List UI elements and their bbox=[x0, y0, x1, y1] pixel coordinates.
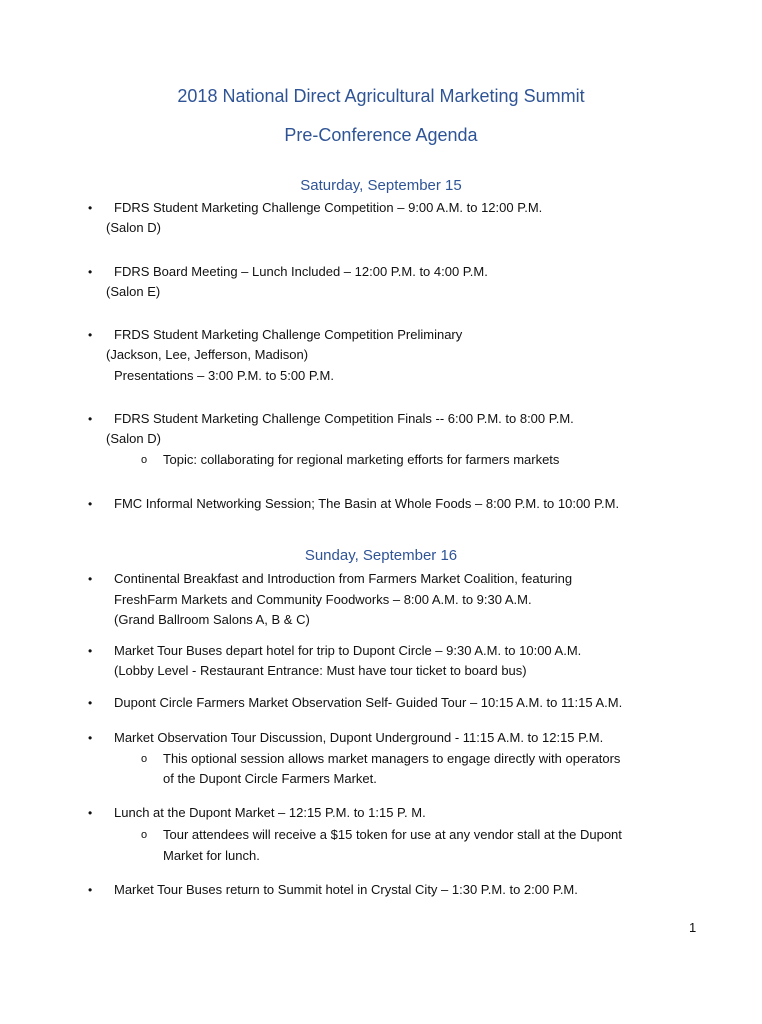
agenda-item-location: (Jackson, Lee, Jefferson, Madison) bbox=[106, 347, 309, 362]
agenda-item-location: (Salon D) bbox=[106, 220, 161, 235]
subbullet-icon: o bbox=[141, 454, 148, 466]
agenda-item-text-continued: Presentations – 3:00 P.M. to 5:00 P.M. bbox=[114, 368, 334, 383]
document-title: 2018 National Direct Agricultural Marketing Summit bbox=[177, 86, 585, 106]
bullet-icon: • bbox=[88, 497, 93, 511]
agenda-subitem-text-continued: of the Dupont Circle Farmers Market. bbox=[163, 771, 377, 786]
agenda-item-text: FRDS Student Marketing Challenge Competition Preliminary bbox=[114, 327, 463, 342]
bullet-icon: • bbox=[88, 328, 93, 342]
agenda-item-location: (Lobby Level - Restaurant Entrance: Must have tour ticket to board bus) bbox=[114, 663, 527, 678]
bullet-icon: • bbox=[88, 731, 93, 745]
agenda-item-text: Market Tour Buses return to Summit hotel in Crystal City – 1:30 P.M. to 2:00 P.M. bbox=[114, 882, 578, 897]
agenda-item-text: Continental Breakfast and Introduction from Farmers Market Coalition, featuring bbox=[114, 571, 573, 586]
agenda-item-text: Market Observation Tour Discussion, Dupont Underground - 11:15 A.M. to 12:15 P.M. bbox=[114, 730, 604, 745]
agenda-item-location: (Salon E) bbox=[106, 284, 161, 299]
agenda-subitem-text: Topic: collaborating for regional marketing efforts for farmers markets bbox=[163, 452, 560, 467]
agenda-item-text: Dupont Circle Farmers Market Observation Self- Guided Tour – 10:15 A.M. to 11:15 A.M. bbox=[114, 695, 623, 710]
bullet-icon: • bbox=[88, 572, 93, 586]
bullet-icon: • bbox=[88, 806, 93, 820]
subbullet-icon: o bbox=[141, 753, 148, 765]
agenda-item-location: (Salon D) bbox=[106, 431, 161, 446]
agenda-subitem-text-continued: Market for lunch. bbox=[163, 848, 260, 863]
agenda-item-text: Market Tour Buses depart hotel for trip to Dupont Circle – 9:30 A.M. to 10:00 A.M. bbox=[114, 643, 582, 658]
bullet-icon: • bbox=[88, 201, 93, 215]
document-subtitle: Pre-Conference Agenda bbox=[284, 125, 478, 145]
agenda-item-location: (Grand Ballroom Salons A, B & C) bbox=[114, 612, 310, 627]
bullet-icon: • bbox=[88, 644, 93, 658]
bullet-icon: • bbox=[88, 412, 93, 426]
bullet-icon: • bbox=[88, 696, 93, 710]
agenda-item-text: Lunch at the Dupont Market – 12:15 P.M. to 1:15 P. M. bbox=[114, 805, 426, 820]
agenda-item-text: FMC Informal Networking Session; The Basin at Whole Foods – 8:00 P.M. to 10:00 P.M. bbox=[114, 496, 620, 511]
bullet-icon: • bbox=[88, 265, 93, 279]
bullet-icon: • bbox=[88, 883, 93, 897]
agenda-item-text: FDRS Board Meeting – Lunch Included – 12:00 P.M. to 4:00 P.M. bbox=[114, 264, 488, 279]
agenda-item-text-continued: FreshFarm Markets and Community Foodworks – 8:00 A.M. to 9:30 A.M. bbox=[114, 592, 532, 607]
agenda-item-text: FDRS Student Marketing Challenge Competition – 9:00 A.M. to 12:00 P.M. bbox=[114, 200, 543, 215]
subbullet-icon: o bbox=[141, 829, 148, 841]
agenda-subitem-text: Tour attendees will receive a $15 token for use at any vendor stall at the Dupont bbox=[163, 827, 622, 842]
day-heading-sunday: Sunday, September 16 bbox=[304, 547, 458, 564]
day-heading-saturday: Saturday, September 15 bbox=[300, 177, 462, 194]
agenda-item-text: FDRS Student Marketing Challenge Competition Finals -- 6:00 P.M. to 8:00 P.M. bbox=[114, 411, 574, 426]
page-number: 1 bbox=[689, 920, 697, 935]
agenda-subitem-text: This optional session allows market managers to engage directly with operators bbox=[163, 751, 621, 766]
